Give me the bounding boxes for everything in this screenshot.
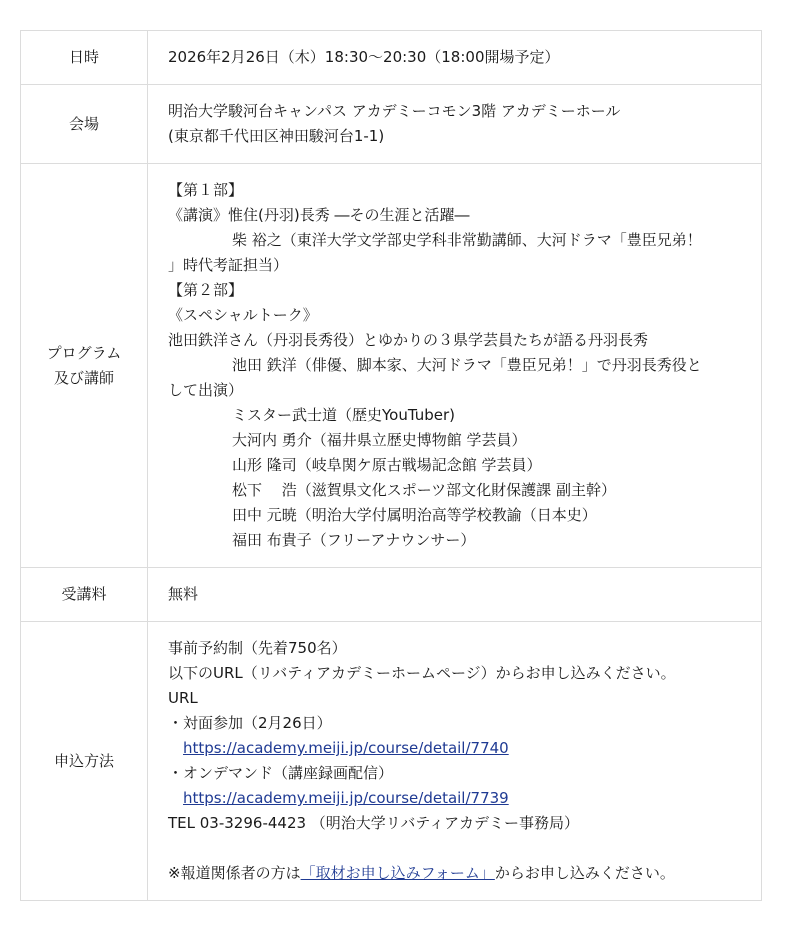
speaker-7: 福田 布貴子（フリーアナウンサー） (232, 531, 476, 549)
apply-value (148, 622, 762, 901)
ondemand-label: ・オンデマンド（講座録画配信） (168, 764, 394, 782)
contact-tel: TEL 03-3296-4423 （明治大学リバティアカデミー事務局） (168, 814, 579, 832)
apply-reservation: 事前予約制（先着750名） (168, 639, 347, 657)
press-note-suffix: からお申し込みください。 (494, 864, 675, 882)
part1-speaker: 柴 裕之（東洋大学文学部史学科非常勤講師、大河ドラマ「豊臣兄弟！ (232, 231, 702, 249)
fee-value: 無料 (148, 568, 762, 622)
inperson-url-link[interactable]: https://academy.meiji.jp/course/detail/7740 (183, 739, 509, 757)
inperson-url-line (168, 736, 735, 761)
venue-line-1: 明治大学駿河台キャンパス アカデミーコモン3階 アカデミーホール (168, 102, 621, 120)
part1-speaker-continued: 」時代考証担当） (168, 256, 289, 274)
venue-label: 会場 (21, 85, 148, 164)
speaker-5: 松下 浩（滋賀県文化スポーツ部文化財保護課 副主幹） (232, 481, 616, 499)
part2-title: 《スペシャルトーク》 (168, 306, 318, 324)
event-info-table (20, 30, 762, 901)
program-label (21, 164, 148, 568)
speaker-6: 田中 元暁（明治大学付属明治高等学校教諭（日本史） (232, 506, 597, 524)
venue-value (148, 85, 762, 164)
datetime-row (21, 31, 762, 85)
apply-url-heading: URL (168, 689, 198, 707)
apply-instruction: 以下のURL（リバティアカデミーホームページ）からお申し込みください。 (168, 664, 676, 682)
ondemand-url-link[interactable]: https://academy.meiji.jp/course/detail/7739 (183, 789, 509, 807)
fee-row (21, 568, 762, 622)
part2-heading: 【第２部】 (168, 281, 244, 299)
datetime-value: 2026年2月26日（木）18:30～20:30（18:00開場予定） (148, 31, 762, 85)
program-row (21, 164, 762, 568)
part2-subtitle: 池田鉄洋さん（丹羽長秀役）とゆかりの３県学芸員たちが語る丹羽長秀 (168, 331, 649, 349)
speaker-1: 池田 鉄洋（俳優、脚本家、大河ドラマ「豊臣兄弟！」で丹羽長秀役と (232, 356, 702, 374)
datetime-label: 日時 (21, 31, 148, 85)
venue-row (21, 85, 762, 164)
apply-row (21, 622, 762, 901)
program-value (148, 164, 762, 568)
press-note (168, 861, 735, 886)
press-note-prefix: ※報道関係者の方は (168, 864, 301, 882)
venue-line-2: (東京都千代田区神田駿河台1-1) (168, 127, 385, 145)
fee-label: 受講料 (21, 568, 148, 622)
program-label-line-2: 及び講師 (53, 368, 114, 387)
part1-title: 《講演》惟住(丹羽)長秀 ―その生涯と活躍― (168, 206, 470, 224)
part1-heading: 【第１部】 (168, 181, 244, 199)
speaker-3: 大河内 勇介（福井県立歴史博物館 学芸員） (232, 431, 527, 449)
ondemand-url-line (168, 786, 735, 811)
apply-label: 申込方法 (21, 622, 148, 901)
speaker-1-continued: して出演） (168, 381, 244, 399)
program-label-line-1: プログラム (46, 343, 122, 362)
blank-line (168, 836, 735, 861)
press-form-link[interactable]: 「取材お申し込みフォーム」 (300, 864, 495, 882)
speaker-4: 山形 隆司（岐阜関ケ原古戦場記念館 学芸員） (232, 456, 542, 474)
inperson-label: ・対面参加（2月26日） (168, 714, 332, 732)
speaker-2: ミスター武士道（歴史YouTuber) (232, 406, 456, 424)
